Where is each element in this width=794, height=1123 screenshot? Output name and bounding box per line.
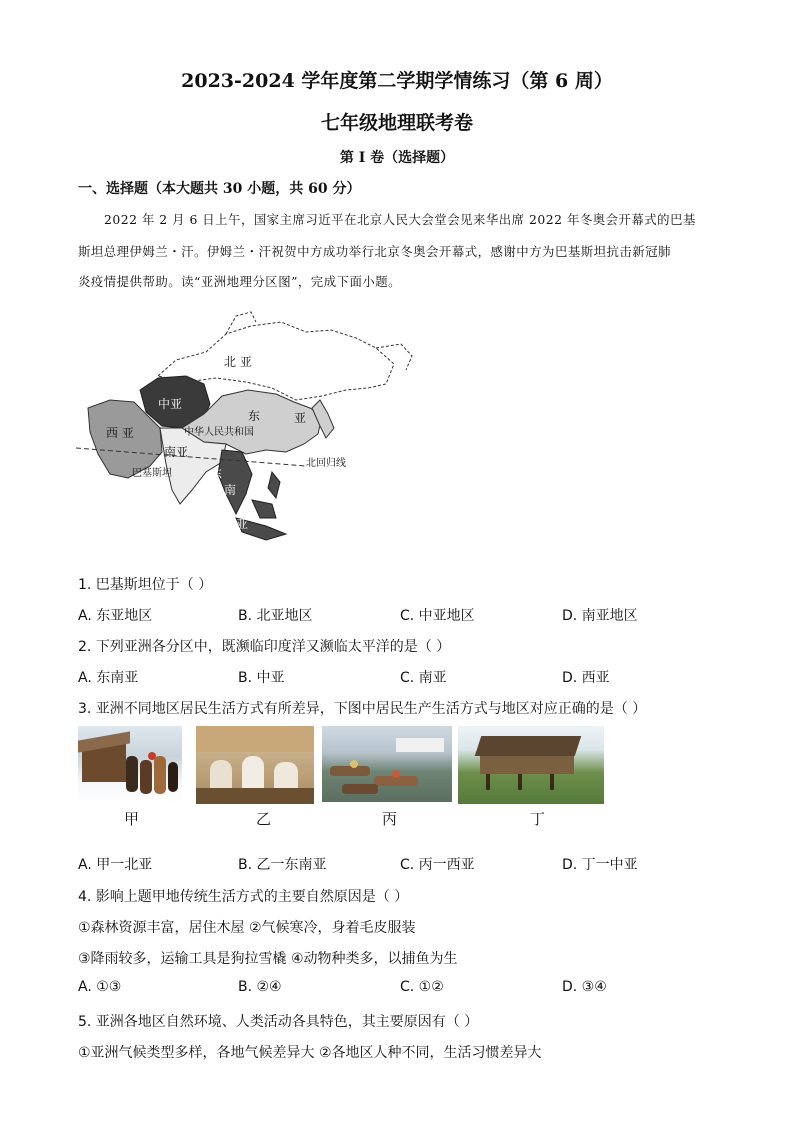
label-se-asia-3: 亚 <box>236 517 249 531</box>
photo-bing-floating-market <box>322 726 452 802</box>
label-china: 中华人民共和国 <box>184 427 254 438</box>
q2-option-b[interactable]: B. 中亚 <box>238 670 285 686</box>
q5-statements-line-1: ①亚洲气候类型多样，各地气候差异大 ②各地区人种不同，生活习惯差异大 <box>78 1045 542 1061</box>
q3-option-b[interactable]: B. 乙一东南亚 <box>238 857 327 873</box>
section-heading: 一、选择题（本大题共 30 小题，共 60 分） <box>78 181 361 197</box>
q1-option-d[interactable]: D. 南亚地区 <box>562 608 638 624</box>
q4-option-a[interactable]: A. ①③ <box>78 979 122 995</box>
caption-jia: 甲 <box>124 810 140 828</box>
q4-option-c[interactable]: C. ①② <box>400 979 444 995</box>
q4-option-d[interactable]: D. ③④ <box>562 979 607 995</box>
q2-option-d[interactable]: D. 西亚 <box>562 670 610 686</box>
exam-title: 2023-2024 学年度第二学期学情练习（第 6 周） <box>181 70 613 92</box>
q4-statements-line-1: ①森林资源丰富，居住木屋 ②气候寒冷，身着毛皮服装 <box>78 920 416 936</box>
exam-subtitle: 七年级地理联考卷 <box>320 112 473 134</box>
q3-option-c[interactable]: C. 丙一西亚 <box>400 857 475 873</box>
label-se-asia-2: 南 <box>224 483 237 497</box>
asia-region-map <box>76 304 416 554</box>
label-pakistan: 巴基斯坦 <box>132 468 172 479</box>
question-2-stem: 2. 下列亚洲各分区中，既濒临印度洋又濒临太平洋的是（ ） <box>78 639 451 655</box>
label-north-asia: 北 亚 <box>224 355 252 369</box>
label-south-asia: 南亚 <box>164 445 189 459</box>
q1-option-a[interactable]: A. 东亚地区 <box>78 608 153 624</box>
label-east-asia-2: 亚 <box>294 411 307 425</box>
q3-option-a[interactable]: A. 甲一北亚 <box>78 857 153 873</box>
q1-option-c[interactable]: C. 中亚地区 <box>400 608 475 624</box>
intro-line-2: 斯坦总理伊姆兰・汗。伊姆兰・汗祝贺中方成功举行北京冬奥会开幕式，感谢中方为巴基斯坦抗击新冠肺 <box>78 244 671 259</box>
label-se-asia-1: 东 <box>210 467 223 481</box>
intro-line-3: 炎疫情提供帮助。读“亚洲地理分区图”，完成下面小题。 <box>78 274 402 289</box>
question-5-stem: 5. 亚洲各地区自然环境、人类活动各具特色，其主要原因有（ ） <box>78 1014 479 1030</box>
photo-yi-nomad-tent <box>196 726 314 804</box>
photo-ding-stilt-house <box>458 726 604 804</box>
question-4-stem: 4. 影响上题甲地传统生活方式的主要自然原因是（ ） <box>78 889 409 905</box>
label-central-asia: 中亚 <box>158 397 183 411</box>
label-east-asia-1: 东 <box>248 409 261 423</box>
label-west-asia: 西 亚 <box>106 426 134 440</box>
q1-option-b[interactable]: B. 北亚地区 <box>238 608 313 624</box>
intro-line-1: 2022 年 2 月 6 日上午，国家主席习近平在北京人民大会堂会见来华出席 2022 年冬奥会开幕式的巴基 <box>104 212 696 227</box>
question-3-stem: 3. 亚洲不同地区居民生活方式有所差异，下图中居民生产生活方式与地区对应正确的是（ ） <box>78 701 647 717</box>
question-1-stem: 1. 巴基斯坦位于（ ） <box>78 577 213 593</box>
photo-jia-siberia-camp <box>78 726 182 804</box>
volume-heading: 第 I 卷（选择题） <box>339 150 455 166</box>
q2-option-a[interactable]: A. 东南亚 <box>78 670 139 686</box>
q4-statements-line-2: ③降雨较多，运输工具是狗拉雪橇 ④动物种类多，以捕鱼为生 <box>78 951 458 967</box>
q3-option-d[interactable]: D. 丁一中亚 <box>562 857 638 873</box>
q4-option-b[interactable]: B. ②④ <box>238 979 282 995</box>
q2-option-c[interactable]: C. 南亚 <box>400 670 447 686</box>
caption-ding: 丁 <box>530 810 546 828</box>
caption-bing: 丙 <box>382 810 398 828</box>
label-tropic: 北回归线 <box>306 458 346 469</box>
caption-yi: 乙 <box>256 810 272 828</box>
